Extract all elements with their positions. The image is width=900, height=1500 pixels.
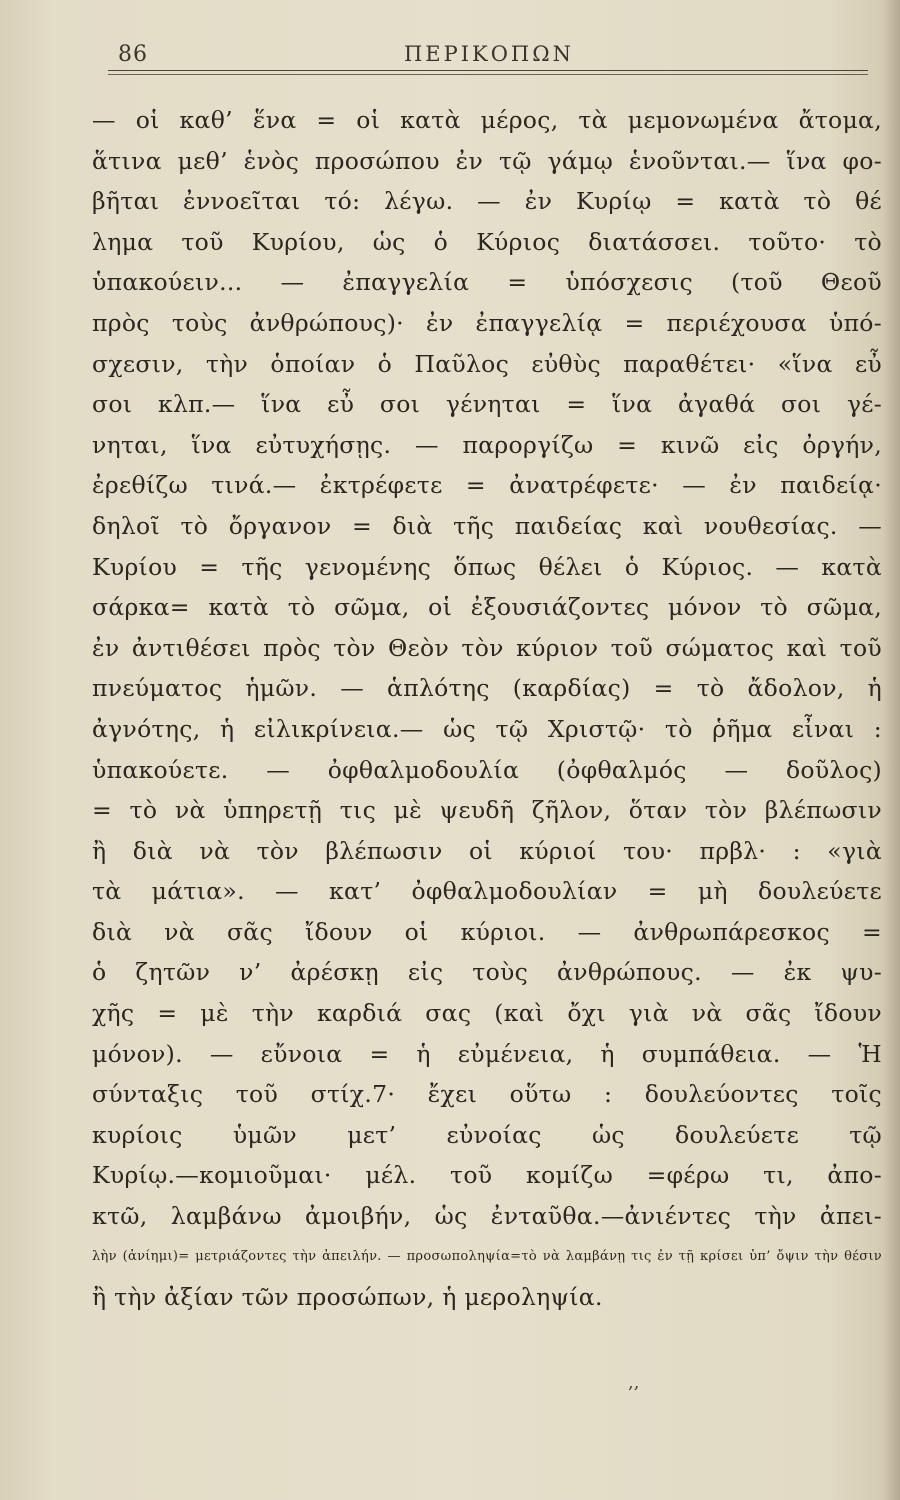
text-line: Κυρίου = τῆς γενομένης ὅπως θέλει ὁ Κύριος. — κατὰ <box>92 552 882 581</box>
text-line: ἢ διὰ νὰ τὸν βλέπωσιν οἱ κύριοί του· πρβλ· : «γιὰ <box>92 836 882 865</box>
commentary-text <box>92 100 882 1318</box>
text-line: σάρκα= κατὰ τὸ σῶμα, οἱ ἐξουσιάζοντες μόνον τὸ σῶμα, <box>92 593 882 622</box>
text-line: σοι κλπ.— ἵνα εὖ σοι γένηται = ἵνα ἀγαθά σοι γέ- <box>92 390 882 419</box>
text-line: σχεσιν, τὴν ὁποίαν ὁ Παῦλος εὐθὺς παραθέτει· «ἵνα εὖ <box>92 349 882 378</box>
text-line: πρὸς τοὺς ἀνθρώπους)· ἐν ἐπαγγελίᾳ = περιέχουσα ὑπό- <box>92 308 882 337</box>
page-header <box>108 38 870 72</box>
text-line: πνεύματος ἡμῶν. — ἁπλότης (καρδίας) = τὸ ἄδολον, ἡ <box>92 674 882 703</box>
header-rule-thin <box>108 74 868 75</box>
text-line: ἀγνότης, ἡ εἰλικρίνεια.— ὡς τῷ Χριστῷ· τὸ ῥῆμα εἶναι : <box>92 714 882 743</box>
text-line: διὰ νὰ σᾶς ἴδουν οἱ κύριοι. — ἀνθρωπάρεσκος = <box>92 917 882 946</box>
text-line: κτῶ, λαμβάνω ἀμοιβήν, ὡς ἐνταῦθα.—ἀνιέντες τὴν ἀπει- <box>92 1202 882 1231</box>
text-line: τὰ μάτια». — κατ’ ὀφθαλμοδουλίαν = μὴ δουλεύετε <box>92 877 882 906</box>
text-line: βῆται ἐννοεῖται τό: λέγω. — ἐν Κυρίῳ = κατὰ τὸ θέ <box>92 187 882 216</box>
page-number: 86 <box>118 42 148 67</box>
text-line: κυρίοις ὑμῶν μετ’ εὐνοίας ὡς δουλεύετε τῷ <box>92 1120 882 1149</box>
text-line: ὁ ζητῶν ν’ ἀρέσκῃ εἰς τοὺς ἀνθρώπους. — ἐκ ψυ- <box>92 958 882 987</box>
text-line: ὑπακούετε. — ὀφθαλμοδουλία (ὀφθαλμός — δοῦλος) <box>92 755 882 784</box>
text-line: λὴν (ἀνίημι)= μετριάζοντες τὴν ἀπειλήν. — προσωποληψία=τὸ νὰ λαμβάνῃ τις ἐν τῇ κρίσει ὑπ’ ὄψιν τὴν θέσιν <box>92 1248 882 1264</box>
text-line: ἅτινα μεθ’ ἑνὸς προσώπου ἐν τῷ γάμῳ ἑνοῦνται.— ἵνα φο- <box>92 146 882 175</box>
running-title: ΠΕΡΙΚΟΠΩΝ <box>403 42 575 66</box>
text-line: ἐρεθίζω τινά.— ἐκτρέφετε = ἀνατρέφετε· — ἐν παιδείᾳ· <box>92 471 882 500</box>
text-line: δηλοῖ τὸ ὄργανον = διὰ τῆς παιδείας καὶ νουθεσίας. — <box>92 511 882 540</box>
text-line: = τὸ νὰ ὑπηρετῇ τις μὲ ψευδῆ ζῆλον, ὅταν τὸν βλέπωσιν <box>92 796 882 825</box>
text-line: — οἱ καθ’ ἕνα = οἱ κατὰ μέρος, τὰ μεμονωμένα ἄτομα, <box>92 106 882 134</box>
text-line: Κυρίῳ.—κομιοῦμαι· μέλ. τοῦ κομίζω =φέρω τι, ἀπο- <box>92 1161 882 1190</box>
text-line: μόνον). — εὔνοια = ἡ εὐμένεια, ἡ συμπάθεια. — Ἡ <box>92 1039 882 1068</box>
text-line: σύνταξις τοῦ στίχ.7· ἔχει οὕτω : δουλεύοντες τοῖς <box>92 1080 882 1109</box>
header-rule <box>108 70 868 71</box>
footer-mark: ,, <box>628 1372 640 1393</box>
text-line: ὑπακούειν... — ἐπαγγελία = ὑπόσχεσις (τοῦ Θεοῦ <box>92 268 882 297</box>
page-edge-shadow <box>882 0 900 1500</box>
text-line: χῆς = μὲ τὴν καρδιά σας (καὶ ὄχι γιὰ νὰ σᾶς ἴδουν <box>92 999 882 1028</box>
text-line: ἢ τὴν ἀξίαν τῶν προσώπων, ἡ μεροληψία. <box>92 1283 603 1312</box>
text-line: νηται, ἵνα εὐτυχήσῃς. — παροργίζω = κινῶ εἰς ὀργήν, <box>92 430 882 459</box>
text-line: λημα τοῦ Κυρίου, ὡς ὁ Κύριος διατάσσει. τοῦτο· τὸ <box>92 227 882 256</box>
text-line: ἐν ἀντιθέσει πρὸς τὸν Θεὸν τὸν κύριον τοῦ σώματος καὶ τοῦ <box>92 633 882 662</box>
